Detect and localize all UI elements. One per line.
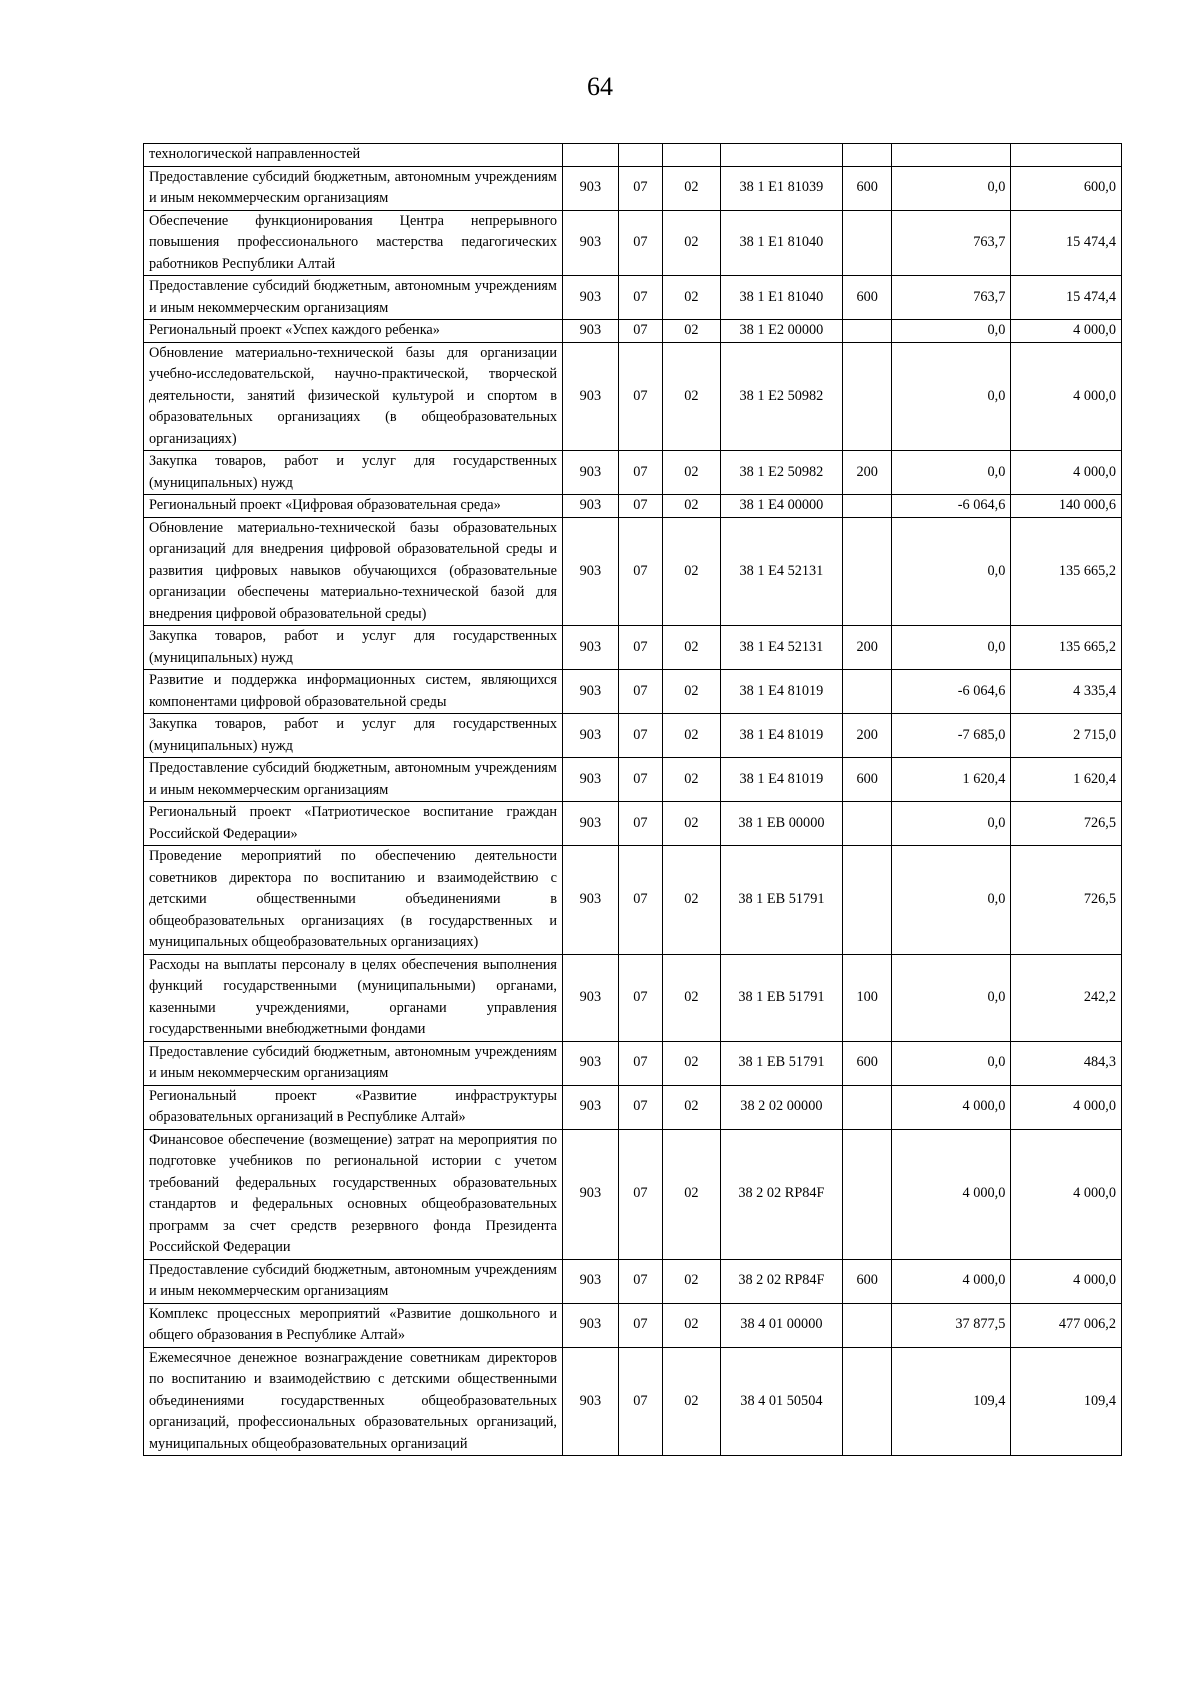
- row-sum1-cell: -6 064,6: [892, 670, 1011, 714]
- row-name-cell: Расходы на выплаты персоналу в целях обеспечения выполнения функций государственными (муниципальными) органами, казенными учреждениями, органами управления государственными внебюджетными фондами: [144, 954, 563, 1041]
- row-pr-cell: 02: [662, 626, 720, 670]
- row-name-cell: Предоставление субсидий бюджетным, автономным учреждениям и иным некоммерческим организациям: [144, 166, 563, 210]
- row-sum2-cell: 477 006,2: [1011, 1303, 1122, 1347]
- table-row: [144, 846, 1122, 955]
- row-pr-cell: 02: [662, 342, 720, 451]
- row-csr-cell: 38 2 02 RP84F: [720, 1259, 842, 1303]
- row-gr-cell: 903: [562, 1303, 618, 1347]
- row-sum1-cell: 0,0: [892, 342, 1011, 451]
- row-rz-cell: 07: [618, 276, 662, 320]
- row-csr-cell: 38 1 E4 00000: [720, 495, 842, 518]
- row-csr-cell: 38 2 02 RP84F: [720, 1129, 842, 1259]
- row-sum1-cell: -7 685,0: [892, 714, 1011, 758]
- row-pr-cell: 02: [662, 846, 720, 955]
- row-rz-cell: 07: [618, 1129, 662, 1259]
- row-sum2-cell: 140 000,6: [1011, 495, 1122, 518]
- table-row: [144, 342, 1122, 451]
- row-csr-cell: 38 1 EB 51791: [720, 1041, 842, 1085]
- table-body: [144, 144, 1122, 1456]
- row-rz-cell: 07: [618, 802, 662, 846]
- row-csr-cell: 38 1 EB 51791: [720, 954, 842, 1041]
- row-sum2-cell: 4 000,0: [1011, 342, 1122, 451]
- row-vr-cell: [842, 846, 891, 955]
- row-gr-cell: 903: [562, 210, 618, 276]
- row-pr-cell: 02: [662, 802, 720, 846]
- row-rz-cell: 07: [618, 626, 662, 670]
- row-pr-cell: 02: [662, 517, 720, 626]
- row-vr-cell: [842, 517, 891, 626]
- row-vr-cell: [842, 802, 891, 846]
- row-csr-cell: 38 4 01 50504: [720, 1347, 842, 1456]
- row-csr-cell: 38 1 EB 51791: [720, 846, 842, 955]
- row-gr-cell: 903: [562, 846, 618, 955]
- row-sum2-cell: 726,5: [1011, 802, 1122, 846]
- row-vr-cell: [842, 1129, 891, 1259]
- row-name-cell: Развитие и поддержка информационных систем, являющихся компонентами цифровой образовательной среды: [144, 670, 563, 714]
- row-name-cell: Проведение мероприятий по обеспечению деятельности советников директора по воспитанию и взаимодействию с детскими общественными объединениями в общеобразовательных организациях (в государственных и муниципальных общеобразовательных организациях): [144, 846, 563, 955]
- row-gr-cell: 903: [562, 954, 618, 1041]
- row-sum1-cell: 4 000,0: [892, 1129, 1011, 1259]
- row-pr-cell: 02: [662, 495, 720, 518]
- row-sum1-cell: 0,0: [892, 320, 1011, 343]
- row-pr-cell: 02: [662, 166, 720, 210]
- row-sum1-cell: 0,0: [892, 954, 1011, 1041]
- row-vr-cell: [842, 144, 891, 167]
- row-vr-cell: [842, 1303, 891, 1347]
- row-pr-cell: 02: [662, 670, 720, 714]
- row-pr-cell: 02: [662, 1041, 720, 1085]
- row-rz-cell: 07: [618, 758, 662, 802]
- row-vr-cell: 600: [842, 1041, 891, 1085]
- row-gr-cell: 903: [562, 1041, 618, 1085]
- row-vr-cell: 600: [842, 166, 891, 210]
- row-name-cell: Предоставление субсидий бюджетным, автономным учреждениям и иным некоммерческим организациям: [144, 758, 563, 802]
- row-csr-cell: 38 1 E4 81019: [720, 670, 842, 714]
- row-sum2-cell: 2 715,0: [1011, 714, 1122, 758]
- row-sum2-cell: 600,0: [1011, 166, 1122, 210]
- row-name-cell: Закупка товаров, работ и услуг для государственных (муниципальных) нужд: [144, 714, 563, 758]
- row-pr-cell: 02: [662, 1303, 720, 1347]
- row-name-cell: Закупка товаров, работ и услуг для государственных (муниципальных) нужд: [144, 626, 563, 670]
- row-rz-cell: 07: [618, 210, 662, 276]
- row-name-cell: Региональный проект «Патриотическое воспитание граждан Российской Федерации»: [144, 802, 563, 846]
- row-pr-cell: [662, 144, 720, 167]
- row-gr-cell: 903: [562, 451, 618, 495]
- row-csr-cell: 38 1 E1 81040: [720, 210, 842, 276]
- row-sum1-cell: 0,0: [892, 1041, 1011, 1085]
- row-pr-cell: 02: [662, 1085, 720, 1129]
- row-name-cell: Обновление материально-технической базы для организации учебно-исследовательской, научно-практической, творческой деятельности, занятий физической культурой и спортом в образовательных организациях (в общеобразовательных организациях): [144, 342, 563, 451]
- row-vr-cell: 600: [842, 276, 891, 320]
- row-csr-cell: 38 1 E4 52131: [720, 626, 842, 670]
- row-csr-cell: 38 1 E4 52131: [720, 517, 842, 626]
- row-rz-cell: 07: [618, 320, 662, 343]
- row-pr-cell: 02: [662, 210, 720, 276]
- row-sum2-cell: 15 474,4: [1011, 210, 1122, 276]
- row-vr-cell: [842, 320, 891, 343]
- row-vr-cell: 600: [842, 758, 891, 802]
- row-csr-cell: 38 1 E2 00000: [720, 320, 842, 343]
- page-number: 64: [587, 72, 613, 101]
- row-gr-cell: 903: [562, 670, 618, 714]
- row-pr-cell: 02: [662, 954, 720, 1041]
- row-name-cell: Комплекс процессных мероприятий «Развитие дошкольного и общего образования в Республике Алтай»: [144, 1303, 563, 1347]
- row-name-cell: Региональный проект «Развитие инфраструктуры образовательных организаций в Республике Алтай»: [144, 1085, 563, 1129]
- row-sum2-cell: 4 335,4: [1011, 670, 1122, 714]
- row-gr-cell: 903: [562, 320, 618, 343]
- row-gr-cell: 903: [562, 342, 618, 451]
- row-rz-cell: 07: [618, 1085, 662, 1129]
- row-csr-cell: 38 1 E4 81019: [720, 714, 842, 758]
- row-sum1-cell: 4 000,0: [892, 1259, 1011, 1303]
- row-gr-cell: 903: [562, 1129, 618, 1259]
- table-row: [144, 1129, 1122, 1259]
- row-name-cell: Предоставление субсидий бюджетным, автономным учреждениям и иным некоммерческим организациям: [144, 1041, 563, 1085]
- table-row: [144, 758, 1122, 802]
- row-gr-cell: 903: [562, 495, 618, 518]
- row-csr-cell: [720, 144, 842, 167]
- row-csr-cell: 38 1 EB 00000: [720, 802, 842, 846]
- row-name-cell: технологической направленностей: [144, 144, 563, 167]
- row-sum2-cell: 4 000,0: [1011, 451, 1122, 495]
- row-gr-cell: 903: [562, 802, 618, 846]
- table-row: [144, 495, 1122, 518]
- row-vr-cell: [842, 1085, 891, 1129]
- table-row: [144, 276, 1122, 320]
- row-rz-cell: 07: [618, 166, 662, 210]
- row-pr-cell: 02: [662, 451, 720, 495]
- row-gr-cell: 903: [562, 166, 618, 210]
- row-csr-cell: 38 4 01 00000: [720, 1303, 842, 1347]
- row-rz-cell: 07: [618, 670, 662, 714]
- row-gr-cell: 903: [562, 714, 618, 758]
- table-row: [144, 626, 1122, 670]
- row-name-cell: Закупка товаров, работ и услуг для государственных (муниципальных) нужд: [144, 451, 563, 495]
- row-name-cell: Региональный проект «Цифровая образовательная среда»: [144, 495, 563, 518]
- row-sum2-cell: 4 000,0: [1011, 1259, 1122, 1303]
- row-rz-cell: 07: [618, 954, 662, 1041]
- table-row: [144, 802, 1122, 846]
- row-sum1-cell: 0,0: [892, 517, 1011, 626]
- row-rz-cell: 07: [618, 451, 662, 495]
- row-pr-cell: 02: [662, 758, 720, 802]
- row-pr-cell: 02: [662, 276, 720, 320]
- row-vr-cell: 200: [842, 714, 891, 758]
- row-vr-cell: [842, 670, 891, 714]
- table-row: [144, 320, 1122, 343]
- row-sum1-cell: 763,7: [892, 210, 1011, 276]
- table-row: [144, 954, 1122, 1041]
- row-sum1-cell: 4 000,0: [892, 1085, 1011, 1129]
- row-sum1-cell: 0,0: [892, 166, 1011, 210]
- row-sum2-cell: 4 000,0: [1011, 1085, 1122, 1129]
- row-sum1-cell: -6 064,6: [892, 495, 1011, 518]
- row-gr-cell: 903: [562, 1347, 618, 1456]
- row-sum2-cell: 242,2: [1011, 954, 1122, 1041]
- row-csr-cell: 38 1 E2 50982: [720, 451, 842, 495]
- row-rz-cell: 07: [618, 1041, 662, 1085]
- row-sum2-cell: 135 665,2: [1011, 626, 1122, 670]
- row-sum1-cell: 0,0: [892, 846, 1011, 955]
- row-name-cell: Ежемесячное денежное вознаграждение советникам директоров по воспитанию и взаимодействию с детскими общественными объединениями государственных общеобразовательных организаций, профессиональных образовательных организаций, муниципальных общеобразовательных организаций: [144, 1347, 563, 1456]
- row-sum2-cell: 4 000,0: [1011, 1129, 1122, 1259]
- row-pr-cell: 02: [662, 1259, 720, 1303]
- budget-table: [143, 143, 1122, 1456]
- row-sum2-cell: 726,5: [1011, 846, 1122, 955]
- table-row: [144, 670, 1122, 714]
- row-rz-cell: 07: [618, 517, 662, 626]
- row-rz-cell: 07: [618, 846, 662, 955]
- row-gr-cell: 903: [562, 1259, 618, 1303]
- table-row: [144, 144, 1122, 167]
- row-sum1-cell: 763,7: [892, 276, 1011, 320]
- row-csr-cell: 38 1 E1 81039: [720, 166, 842, 210]
- table-row: [144, 1347, 1122, 1456]
- row-name-cell: Предоставление субсидий бюджетным, автономным учреждениям и иным некоммерческим организациям: [144, 1259, 563, 1303]
- row-name-cell: Региональный проект «Успех каждого ребенка»: [144, 320, 563, 343]
- row-rz-cell: 07: [618, 495, 662, 518]
- row-rz-cell: 07: [618, 1347, 662, 1456]
- row-name-cell: Обеспечение функционирования Центра непрерывного повышения профессионального мастерства педагогических работников Республики Алтай: [144, 210, 563, 276]
- row-vr-cell: [842, 210, 891, 276]
- row-pr-cell: 02: [662, 320, 720, 343]
- row-vr-cell: [842, 1347, 891, 1456]
- row-vr-cell: 200: [842, 451, 891, 495]
- row-pr-cell: 02: [662, 714, 720, 758]
- row-csr-cell: 38 1 E2 50982: [720, 342, 842, 451]
- row-gr-cell: 903: [562, 276, 618, 320]
- row-name-cell: Финансовое обеспечение (возмещение) затрат на мероприятия по подготовке учебников по региональной истории с учетом требований федеральных государственных образовательных стандартов и федеральных основных общеобразовательных программ за счет средств резервного фонда Президента Российской Федерации: [144, 1129, 563, 1259]
- row-rz-cell: 07: [618, 714, 662, 758]
- row-gr-cell: 903: [562, 758, 618, 802]
- row-vr-cell: 600: [842, 1259, 891, 1303]
- table-row: [144, 210, 1122, 276]
- row-vr-cell: 200: [842, 626, 891, 670]
- row-sum2-cell: 484,3: [1011, 1041, 1122, 1085]
- row-rz-cell: [618, 144, 662, 167]
- row-sum1-cell: [892, 144, 1011, 167]
- row-vr-cell: [842, 495, 891, 518]
- table-row: [144, 1041, 1122, 1085]
- table-row: [144, 714, 1122, 758]
- row-rz-cell: 07: [618, 342, 662, 451]
- row-gr-cell: 903: [562, 626, 618, 670]
- row-csr-cell: 38 1 E4 81019: [720, 758, 842, 802]
- row-csr-cell: 38 1 E1 81040: [720, 276, 842, 320]
- row-sum1-cell: 37 877,5: [892, 1303, 1011, 1347]
- row-sum1-cell: 0,0: [892, 802, 1011, 846]
- table-row: [144, 1259, 1122, 1303]
- row-sum2-cell: 15 474,4: [1011, 276, 1122, 320]
- row-name-cell: Предоставление субсидий бюджетным, автономным учреждениям и иным некоммерческим организациям: [144, 276, 563, 320]
- table-row: [144, 517, 1122, 626]
- row-gr-cell: [562, 144, 618, 167]
- row-pr-cell: 02: [662, 1129, 720, 1259]
- table-row: [144, 1303, 1122, 1347]
- row-sum2-cell: 1 620,4: [1011, 758, 1122, 802]
- row-pr-cell: 02: [662, 1347, 720, 1456]
- row-gr-cell: 903: [562, 1085, 618, 1129]
- row-sum2-cell: 109,4: [1011, 1347, 1122, 1456]
- table-row: [144, 1085, 1122, 1129]
- row-name-cell: Обновление материально-технической базы образовательных организаций для внедрения цифровой образовательной среды и развития цифровых навыков обучающихся (образовательные организации обеспечены материально-технической базой для внедрения цифровой образовательной среды): [144, 517, 563, 626]
- row-csr-cell: 38 2 02 00000: [720, 1085, 842, 1129]
- table-row: [144, 166, 1122, 210]
- row-gr-cell: 903: [562, 517, 618, 626]
- row-sum1-cell: 0,0: [892, 451, 1011, 495]
- row-sum2-cell: [1011, 144, 1122, 167]
- row-sum1-cell: 1 620,4: [892, 758, 1011, 802]
- row-rz-cell: 07: [618, 1259, 662, 1303]
- row-vr-cell: 100: [842, 954, 891, 1041]
- row-sum1-cell: 0,0: [892, 626, 1011, 670]
- row-vr-cell: [842, 342, 891, 451]
- row-sum2-cell: 4 000,0: [1011, 320, 1122, 343]
- row-rz-cell: 07: [618, 1303, 662, 1347]
- row-sum2-cell: 135 665,2: [1011, 517, 1122, 626]
- row-sum1-cell: 109,4: [892, 1347, 1011, 1456]
- table-row: [144, 451, 1122, 495]
